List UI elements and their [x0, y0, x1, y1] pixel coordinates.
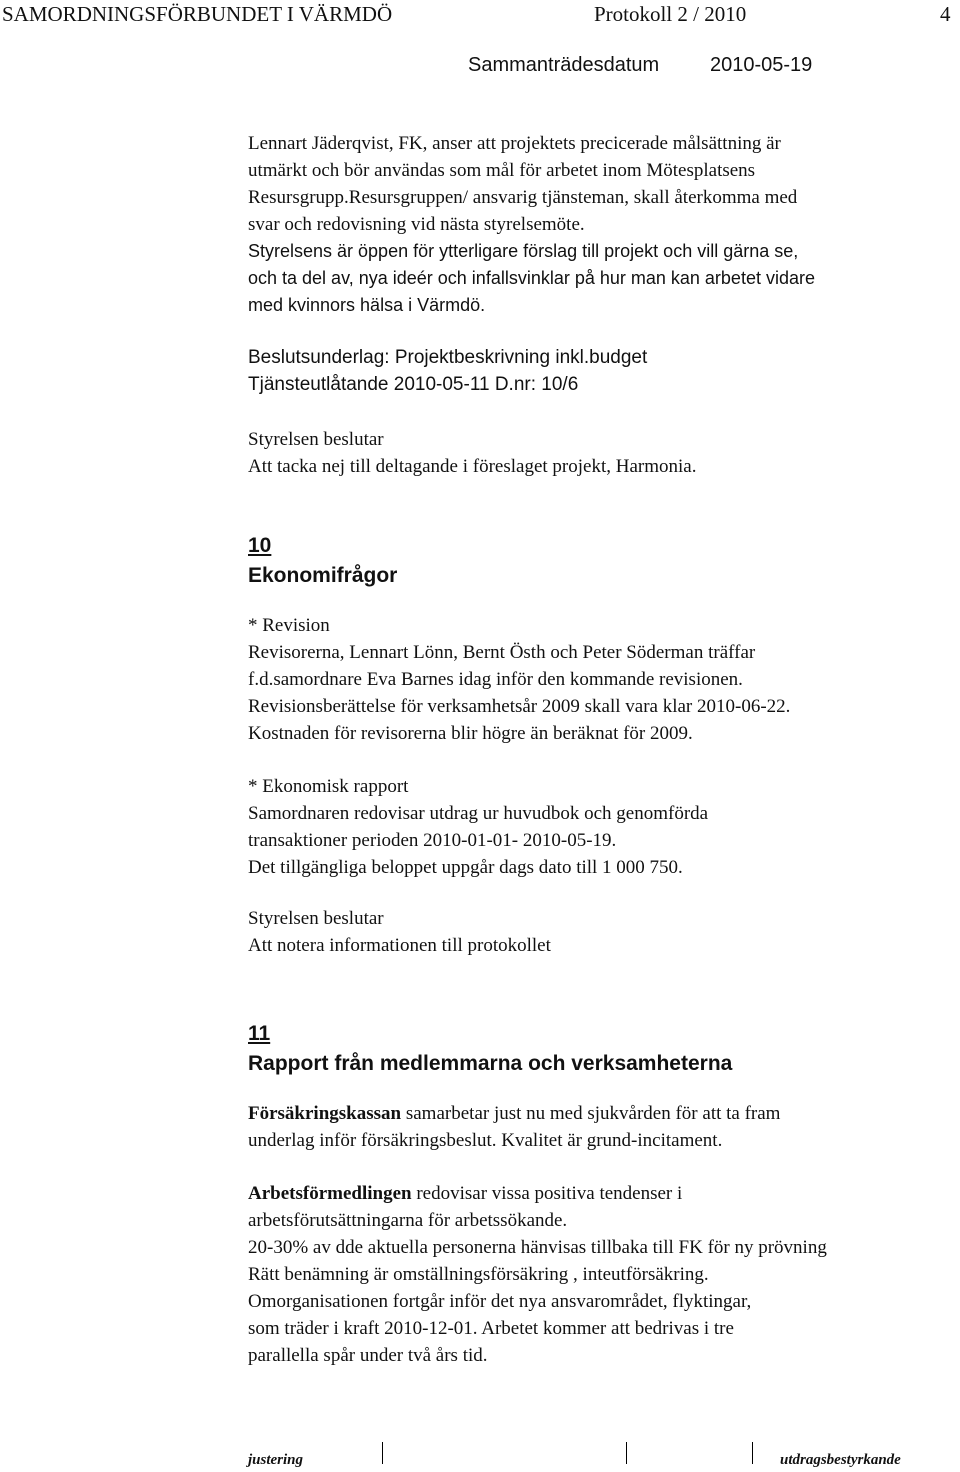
footer-utdragsbestyrkande: utdragsbestyrkande: [780, 1452, 901, 1468]
meeting-date-label: Sammanträdesdatum: [468, 54, 660, 76]
decision-basis-line: Tjänsteutlåtande 2010-05-11 D.nr: 10/6: [248, 374, 579, 395]
section-10-heading: [248, 531, 948, 591]
af-line: som träder i kraft 2010-12-01. Arbetet kommer att bedrivas i tre: [248, 1318, 734, 1339]
intro-line: svar och redovisning vid nästa styrelsemöte.: [248, 214, 585, 235]
af-report: [248, 1180, 948, 1369]
footer-separator: [752, 1442, 753, 1464]
board-statement-line: och ta del av, nya ideér och infallsvinklar på hur man kan arbetet vidare: [248, 268, 815, 288]
af-line: arbetsförutsättningarna för arbetssökande.: [248, 1210, 568, 1231]
protocol-number: Protokoll 2 / 2010: [594, 2, 747, 26]
board-statement-paragraph: [248, 238, 948, 319]
af-label: Arbetsförmedlingen: [248, 1183, 412, 1204]
fk-line: underlag inför försäkringsbeslut. Kvalitet är grund-incitament.: [248, 1130, 723, 1151]
footer-separator: [626, 1442, 627, 1464]
af-line: parallella spår under två års tid.: [248, 1345, 488, 1366]
decision-basis: [248, 344, 948, 398]
revision-line: f.d.samordnare Eva Barnes idag inför den kommande revisionen.: [248, 669, 743, 690]
meeting-date: 2010-05-19: [710, 54, 813, 76]
decision-basis-label: Beslutsunderlag:: [248, 347, 390, 368]
section-number: 10: [248, 534, 272, 557]
economic-report-heading: * Ekonomisk rapport: [248, 776, 409, 797]
economic-report-line: Det tillgängliga beloppet uppgår dags dato till 1 000 750.: [248, 857, 683, 878]
af-text: redovisar vissa positiva tendenser i: [411, 1183, 683, 1204]
revision-block: [248, 612, 948, 747]
footer-separator: [382, 1442, 383, 1464]
fk-text: samarbetar just nu med sjukvården för att ta fram: [401, 1103, 781, 1124]
page-number: 4: [940, 2, 951, 26]
revision-line: Revisionsberättelse för verksamhetsår 2009 skall vara klar 2010-06-22.: [248, 696, 791, 717]
section-title: Ekonomifrågor: [248, 564, 398, 587]
revision-heading: * Revision: [248, 615, 330, 636]
section-number: 11: [248, 1022, 271, 1045]
decision-text: Att tacka nej till deltagande i föreslaget projekt, Harmonia.: [248, 456, 697, 477]
decision-heading: Styrelsen beslutar: [248, 908, 384, 929]
fk-label: Försäkringskassan: [248, 1103, 402, 1124]
af-line: 20-30% av dde aktuella personerna hänvisas tillbaka till FK för ny prövning: [248, 1237, 827, 1258]
decision-text: Att notera informationen till protokollet: [248, 935, 551, 956]
intro-line: Lennart Jäderqvist, FK, anser att projektets precicerade målsättning är: [248, 133, 781, 154]
fk-report: [248, 1100, 948, 1154]
footer-justering: justering: [248, 1452, 304, 1468]
economic-report-line: transaktioner perioden 2010-01-01- 2010-05-19.: [248, 830, 617, 851]
board-statement-line: med kvinnors hälsa i Värmdö.: [248, 295, 486, 315]
decision-basis-text: Projektbeskrivning inkl.budget: [389, 347, 648, 368]
decision-block: [248, 905, 948, 959]
board-statement-line: Styrelsens är öppen för ytterligare förslag till projekt och vill gärna se,: [248, 241, 799, 261]
decision-block: [248, 426, 948, 480]
section-11-heading: [248, 1019, 948, 1079]
decision-heading: Styrelsen beslutar: [248, 429, 384, 450]
economic-report-line: Samordnaren redovisar utdrag ur huvudbok och genomförda: [248, 803, 709, 824]
section-title: Rapport från medlemmarna och verksamheterna: [248, 1052, 733, 1075]
economic-report-block: [248, 773, 948, 881]
organization-name: SAMORDNINGSFÖRBUNDET I VÄRMDÖ: [2, 2, 393, 26]
intro-line: Resursgrupp.Resursgruppen/ ansvarig tjänsteman, skall återkomma med: [248, 187, 798, 208]
af-line: Omorganisationen fortgår inför det nya ansvarområdet, flyktingar,: [248, 1291, 752, 1312]
af-line: Rätt benämning är omställningsförsäkring , inteutförsäkring.: [248, 1264, 709, 1285]
revision-line: Kostnaden för revisorerna blir högre än beräknat för 2009.: [248, 723, 693, 744]
revision-line: Revisorerna, Lennart Lönn, Bernt Östh och Peter Söderman träffar: [248, 642, 756, 663]
intro-line: utmärkt och bör användas som mål för arbetet inom Mötesplatsens: [248, 160, 756, 181]
intro-paragraph: [248, 130, 948, 238]
